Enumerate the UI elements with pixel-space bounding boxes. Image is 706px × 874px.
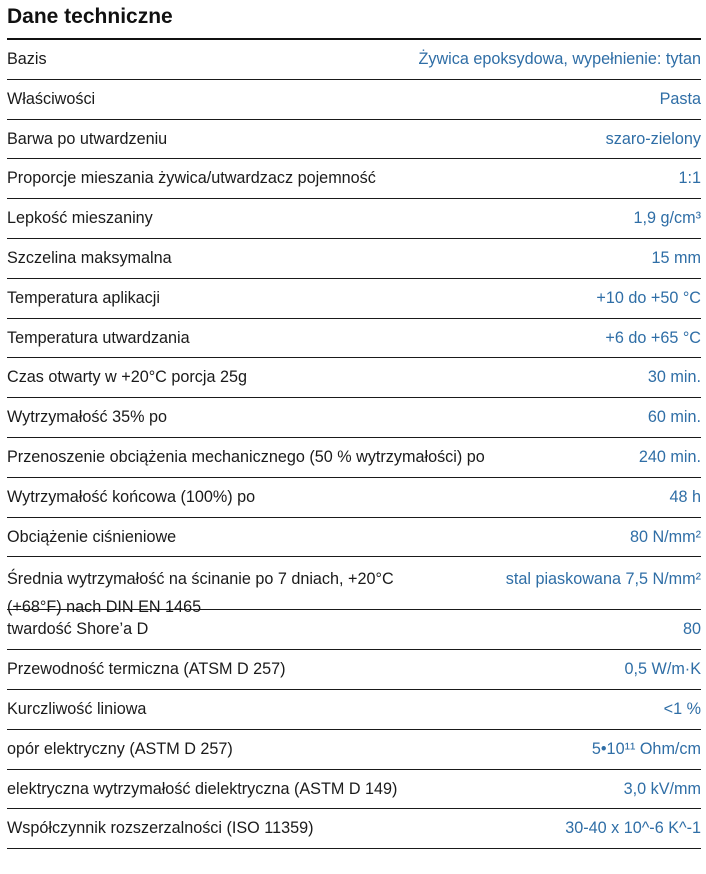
row-value: 3,0 kV/mm [623,779,701,798]
table-row [7,199,701,239]
row-label: Kurczliwość liniowa [7,699,147,718]
row-label: elektryczna wytrzymałość dielektryczna (ASTM D 149) [7,779,398,798]
row-label: opór elektryczny (ASTM D 257) [7,739,233,758]
row-label: Przenoszenie obciążenia mechanicznego (50 % wytrzymałości) po [7,447,485,466]
table-row [7,398,701,438]
row-value: 30-40 x 10^-6 K^-1 [565,819,701,838]
table-row [7,40,701,80]
row-label: Właściwości [7,89,96,108]
section-title: Dane techniczne [7,0,701,40]
row-value: <1 % [663,699,701,718]
table-row [7,279,701,319]
row-label: Barwa po utwardzeniu [7,129,168,148]
row-value: Pasta [659,89,701,108]
row-label: Obciążenie ciśnieniowe [7,527,177,546]
row-value: +6 do +65 °C [605,328,701,347]
technical-data-table [7,40,701,849]
row-value: 5•10¹¹ Ohm/cm [591,739,701,758]
table-row [7,557,701,617]
table-row [7,159,701,199]
table-row [7,730,701,770]
row-value: 1:1 [678,169,701,188]
row-value: 60 min. [647,408,701,427]
row-value: +10 do +50 °C [596,288,701,307]
row-label: Temperatura aplikacji [7,288,160,307]
row-value: 0,5 W/m·K [624,660,701,679]
row-label: Szczelina maksymalna [7,248,172,267]
row-value: 15 mm [651,248,701,267]
row-label: Przewodność termiczna (ATSM D 257) [7,660,286,679]
row-label: Proporcje mieszania żywica/utwardzacz pojemność [7,169,376,188]
row-value: 240 min. [638,447,701,466]
row-label: Współczynnik rozszerzalności (ISO 11359) [7,819,314,838]
row-value: 80 N/mm² [629,527,701,546]
table-row [7,120,701,160]
row-label: Wytrzymałość 35% po [7,408,167,427]
table-row [7,239,701,279]
table-row [7,80,701,120]
row-value: Żywica epoksydowa, wypełnienie: tytan [418,50,701,68]
row-label: Średnia wytrzymałość na ścinanie po 7 dniach, +20°C (+68°F) nach DIN EN 1465 [7,570,394,617]
row-label: twardość Shore’a D [7,620,149,639]
table-row [7,809,701,849]
row-value: 80 [682,620,701,639]
row-value: 1,9 g/cm³ [633,209,701,228]
table-row [7,438,701,478]
row-label: Wytrzymałość końcowa (100%) po [7,487,256,506]
table-row [7,478,701,518]
row-label: Bazis [7,50,47,68]
row-value: 48 h [669,487,701,506]
row-value: stal piaskowana 7,5 N/mm² [505,570,701,589]
table-row [7,319,701,359]
row-label: Czas otwarty w +20°C porcja 25g [7,368,247,387]
table-row [7,690,701,730]
row-value: szaro-zielony [605,129,701,148]
table-row [7,770,701,810]
row-label: Temperatura utwardzania [7,328,190,347]
table-row [7,358,701,398]
row-value: 30 min. [647,368,701,387]
table-row [7,518,701,558]
row-label: Lepkość mieszaniny [7,209,153,228]
table-row [7,650,701,690]
